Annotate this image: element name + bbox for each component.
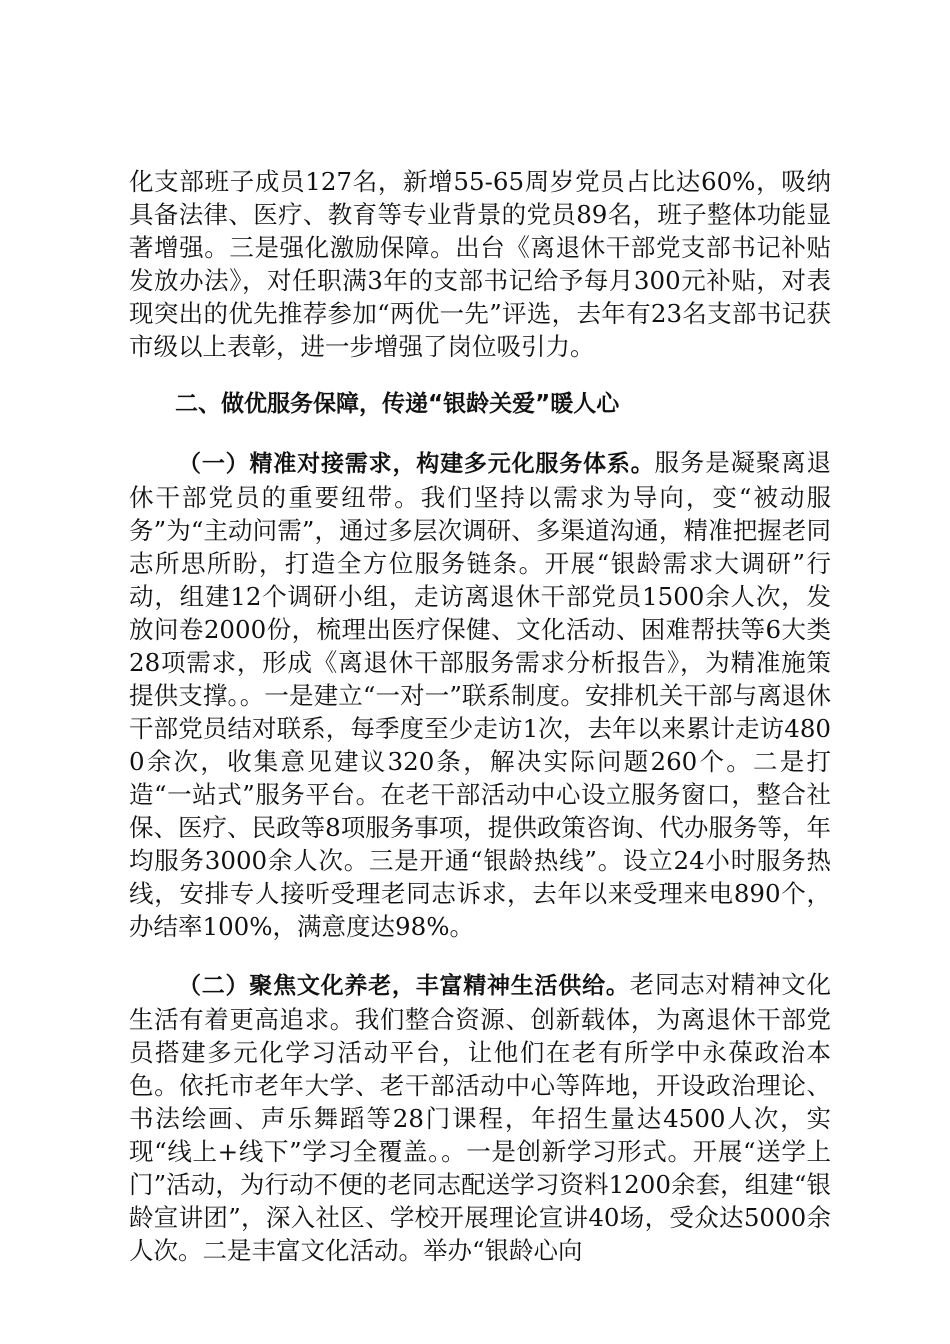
paragraph-gap [129,943,831,968]
paragraph-continued: 化支部班子成员127名，新增55-65周岁党员占比达60%，吸纳具备法律、医疗、教育等专业背景的党员89名，班子整体功能显著增强。三是强化激励保障。出台《离退休干部党支部书记补贴发放办法》，对任职满3年的支部书记给予每月300元补贴，对表现突出的优先推荐参加“两优一先”评选，去年有23名支部书记获市级以上表彰，进一步增强了岗位吸引力。 [129,167,831,361]
paragraph-sub1 [129,446,831,943]
paragraph-gap [129,421,831,446]
section-heading: 二、做优服务保障，传递“银龄关爱”暖人心 [175,391,620,417]
paragraph-gap [129,363,831,388]
document-page [129,165,831,1267]
sub1-body: 服务是凝聚离退休干部党员的重要纽带。我们坚持以需求为导向，变“被动服务”为“主动问需”，通过多层次调研、多渠道沟通，精准把握老同志所思所盼，打造全方位服务链条。开展“银龄需求大调研”行动，组建12个调研小组，走访离退休干部党员1500余人次，发放问卷2000份，梳理出医疗保健、文化活动、困难帮扶等6大类28项需求，形成《离退休干部服务需求分析报告》，为精准施策提供支撑。。一是建立“一对一”联系制度。安排机关干部与离退休干部党员结对联系，每季度至少走访1次，去年以来累计走访4800余次，收集意见建议320条，解决实际问题260个。二是打造“一站式”服务平台。在老干部活动中心设立服务窗口，整合社保、医疗、民政等8项服务事项，提供政策咨询、代办服务等，年均服务3000余人次。三是开通“银龄热线”。设立24小时服务热线，安排专人接听受理老同志诉求，去年以来受理来电890个，办结率100%，满意度达98%。 [129,448,832,941]
sub1-lead: （一）精准对接需求，构建多元化服务体系。 [178,451,655,477]
paragraph-sub2 [129,968,831,1267]
sub2-body: 老同志对精神文化生活有着更高追求。我们整合资源、创新载体，为离退休干部党员搭建多元化学习活动平台，让他们在老有所学中永葆政治本色。依托市老年大学、老干部活动中心等阵地，开设政治理论、书法绘画、声乐舞蹈等28门课程，年招生量达4500人次，实现“线上+线下”学习全覆盖。。一是创新学习形式。开展“送学上门”活动，为行动不便的老同志配送学习资料1200余套，组建“银龄宣讲团”，深入社区、学校开展理论宣讲40场，受众达5000余人次。二是丰富文化活动。举办“银龄心向 [129,970,832,1265]
sub2-lead: （二）聚焦文化养老，丰富精神生活供给。 [178,973,630,999]
